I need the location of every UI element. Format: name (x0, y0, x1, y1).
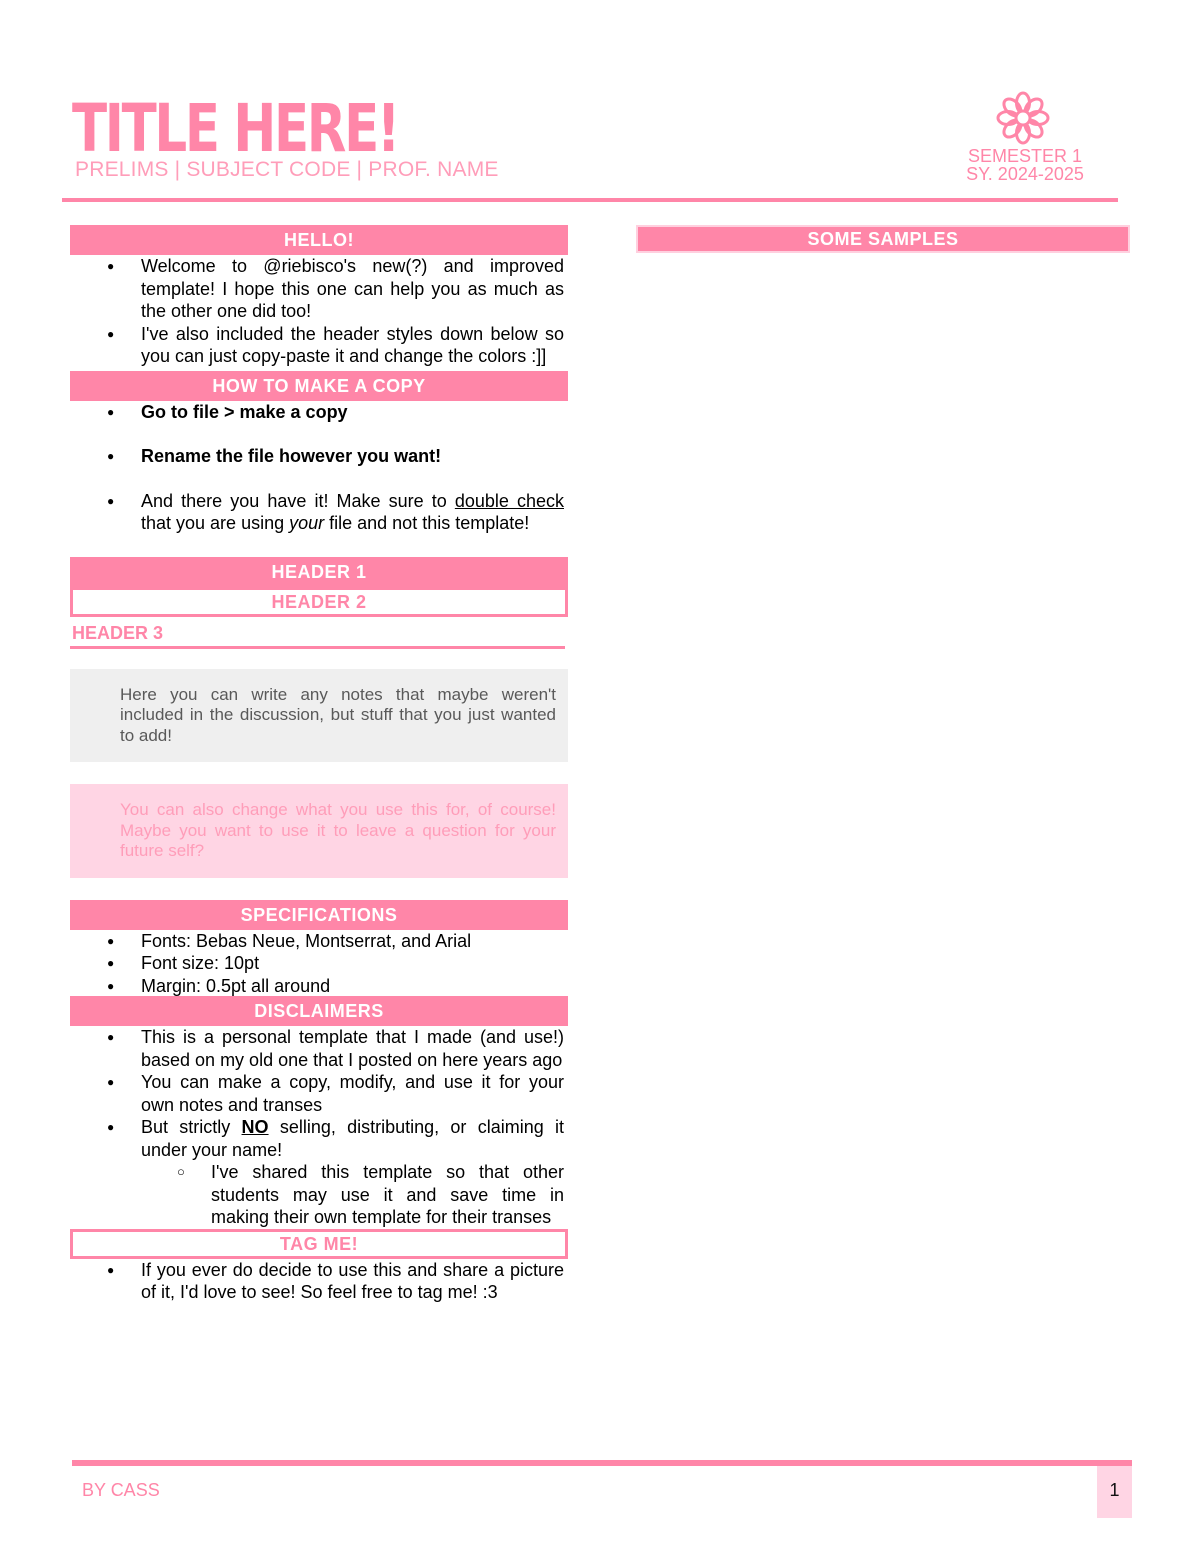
list-item: ● You can make a copy, modify, and use it for your own notes and transes (70, 1071, 568, 1116)
document-subtitle: PRELIMS | SUBJECT CODE | PROF. NAME (75, 158, 499, 181)
copy-header: HOW TO MAKE A COPY (70, 371, 568, 401)
footer-author: BY CASS (82, 1480, 160, 1500)
header-1-sample: HEADER 1 (70, 557, 568, 587)
list-item: ● Go to file > make a copy (70, 401, 568, 424)
semester-label: SEMESTER 1 (967, 146, 1083, 166)
disclaimers-header: DISCLAIMERS (70, 996, 568, 1026)
copy-list (70, 401, 568, 535)
gray-note-box: Here you can write any notes that maybe weren't included in the discussion, but stuff that you just wanted to add! (70, 669, 568, 763)
header-3-sample: HEADER 3 (70, 620, 565, 649)
list-item: ● Margin: 0.5pt all around (70, 975, 568, 998)
footer-divider (72, 1460, 1097, 1466)
pink-note-box: You can also change what you use this for, of course! Maybe you want to use it to leave a question for your future self? (70, 784, 568, 878)
specifications-list (70, 930, 568, 998)
header-divider (62, 198, 1118, 202)
list-item: ● This is a personal template that I made (and use!) based on my old one that I posted on here years ago (70, 1026, 568, 1071)
list-item: ● If you ever do decide to use this and share a picture of it, I'd love to see! So feel free to tag me! :3 (70, 1259, 568, 1304)
list-item: ● But strictly NO selling, distributing, or claiming it under your name! (70, 1116, 568, 1161)
hello-header: HELLO! (70, 225, 568, 255)
specifications-header: SPECIFICATIONS (70, 900, 568, 930)
tag-me-header: TAG ME! (70, 1229, 568, 1259)
list-item: ● I've also included the header styles down below so you can just copy-paste it and change the colors :]] (70, 323, 568, 368)
disclaimers-list (70, 1026, 568, 1229)
tag-me-list (70, 1259, 568, 1304)
no-emphasis: NO (241, 1117, 269, 1137)
header-2-sample: HEADER 2 (70, 587, 568, 617)
right-column (636, 225, 1130, 253)
hello-list (70, 255, 568, 368)
left-column (70, 225, 568, 1304)
list-item: ● Rename the file however you want! (70, 445, 568, 468)
list-item: ● Font size: 10pt (70, 952, 568, 975)
flower-icon (995, 90, 1051, 146)
list-item: ● Welcome to @riebisco's new(?) and improved template! I hope this one can help you as much as the other one did too! (70, 255, 568, 323)
double-check-link: double check (454, 490, 564, 511)
list-item: ● Fonts: Bebas Neue, Montserrat, and Arial (70, 930, 568, 953)
semester-info (940, 147, 1110, 183)
school-year-label: SY. 2024-2025 (966, 164, 1084, 184)
document-title: TITLE HERE! (72, 90, 399, 167)
list-item: ● And there you have it! Make sure to double check that you are using your file and not this template! (70, 490, 568, 535)
page-number: 1 (1097, 1460, 1132, 1518)
samples-header: SOME SAMPLES (636, 225, 1130, 253)
list-item: ○ I've shared this template so that other students may use it and save time in making their own template for their transes (70, 1161, 568, 1229)
